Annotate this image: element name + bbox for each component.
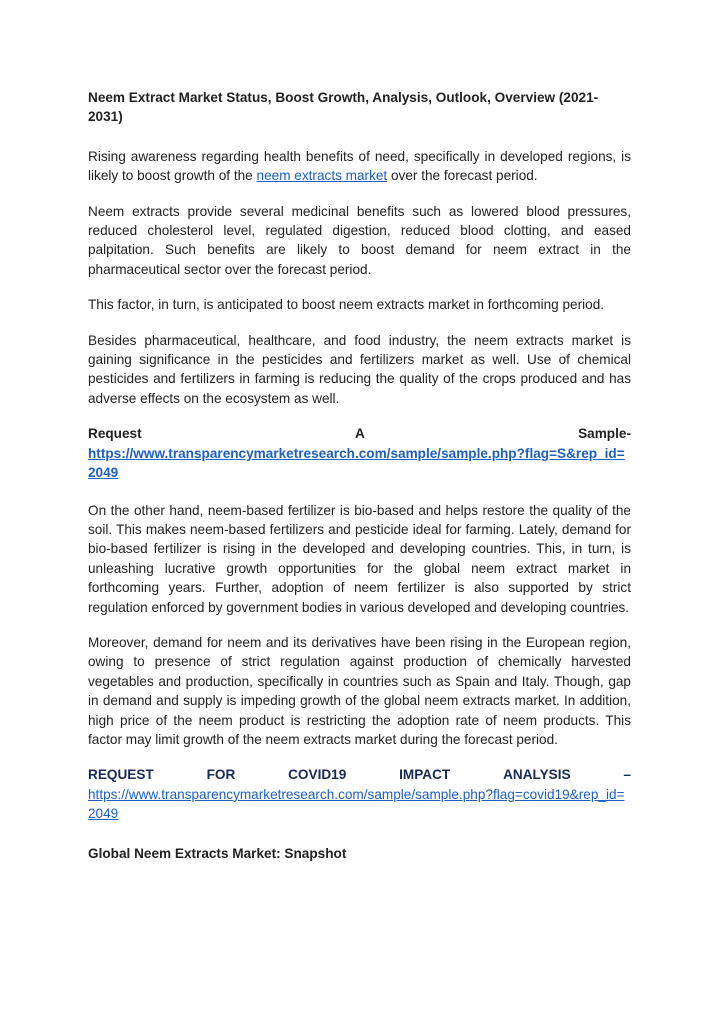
document-title: Neem Extract Market Status, Boost Growth, Analysis, Outlook, Overview (2021-2031) xyxy=(88,90,599,125)
paragraph-fertilizer: On the other hand, neem-based fertilizer is bio-based and helps restore the quality of the soil. This makes neem-based fertilizers and pesticide ideal for farming. Lately, demand for bio-based fertilizer is rising in the developed and developing countries. This, in turn, is unleashing lucrative growth opportunities for the global neem extract market in forthcoming years. Further, adoption of neem fertilizer is also supported by strict regulation enforced by government bodies in various developed and developing countries. xyxy=(88,502,631,615)
covid-word-for: FOR xyxy=(206,767,236,783)
paragraph-pesticides: Besides pharmaceutical, healthcare, and food industry, the neem extracts market is gaining significance in the pesticides and fertilizers market as well. Use of chemical pesticides and fertilizers in farming is reducing the quality of the crops produced and has adverse effects on the ecosystem as well. xyxy=(88,332,631,406)
covid-word-request: REQUEST xyxy=(88,767,154,783)
request-sample-word-a: A xyxy=(354,426,365,442)
request-sample-label xyxy=(88,424,631,443)
request-sample-link[interactable]: https://www.transparencymarketresearch.com/sample/sample.php?flag=S&rep_id=2049 xyxy=(88,445,625,481)
paragraph-awareness-text-start: Rising awareness regarding health benefits of need, specifically in developed regions, is likely to boost growth of the xyxy=(88,148,631,184)
paragraph-factor: This factor, in turn, is anticipated to boost neem extracts market in forthcoming period. xyxy=(88,297,605,313)
request-sample-block xyxy=(88,424,631,482)
covid-request-label xyxy=(88,765,631,784)
paragraph-medicinal-benefits: Neem extracts provide several medicinal benefits such as lowered blood pressures, reduced cholesterol level, regulated digestion, reduced blood clotting, and eased palpitation. Such benefits are likely to boost demand for neem extract in the pharmaceutical sector over the forecast period. xyxy=(88,203,631,277)
covid-word-covid19: COVID19 xyxy=(288,767,347,783)
covid-request-block xyxy=(88,765,631,823)
snapshot-heading: Global Neem Extracts Market: Snapshot xyxy=(88,845,347,861)
request-sample-word-request: Request xyxy=(88,426,142,442)
covid-word-impact: IMPACT xyxy=(399,767,451,783)
request-sample-word-sample: Sample- xyxy=(578,426,631,442)
paragraph-awareness xyxy=(88,147,631,186)
document-body xyxy=(88,88,631,879)
paragraph-awareness-text-end: over the forecast period. xyxy=(387,168,538,184)
paragraph-european-demand: Moreover, demand for neem and its derivatives have been rising in the European region, owing to presence of strict regulation against production of chemically harvested vegetables and production, specifically in countries such as Spain and Italy. Though, gap in demand and supply is impeding growth of the global neem extracts market. In addition, high price of the neem product is restricting the adoption rate of neem products. This factor may limit growth of the neem extracts market during the forecast period. xyxy=(88,634,631,747)
covid-request-link[interactable]: https://www.transparencymarketresearch.com/sample/sample.php?flag=covid19&rep_id=2049 xyxy=(88,786,625,822)
covid-word-dash: – xyxy=(623,767,631,783)
neem-extracts-market-link[interactable]: neem extracts market xyxy=(256,168,388,184)
covid-word-analysis: ANALYSIS xyxy=(503,767,571,783)
